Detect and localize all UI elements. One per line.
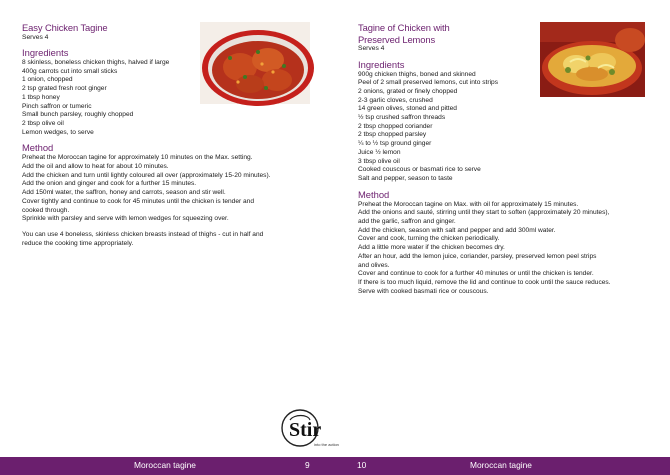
ingredient-line: Cooked couscous or basmati rice to serve <box>358 166 481 174</box>
ingredient-line: 1 onion, chopped <box>22 76 73 84</box>
ingredient-line: 400g carrots cut into small sticks <box>22 67 118 75</box>
method-line: Sprinkle with parsley and serve with lemon wedges for squeezing over. <box>22 215 229 223</box>
note-line: reduce the cooking time appropriately. <box>22 239 134 247</box>
method-line: Add 150ml water, the saffron, honey and carrots, season and stir well. <box>22 189 226 197</box>
ingredient-line: Pinch saffron or tumeric <box>22 102 92 110</box>
logo-wordmark: Stir <box>289 419 322 441</box>
method-line: Add the oil and allow to heat for about 10 minutes. <box>22 163 169 171</box>
ingredient-line: 2 tsp grated fresh root ginger <box>22 85 107 93</box>
ingredient-line: ½ tsp crushed saffron threads <box>358 114 446 122</box>
ingredient-line: 2 tbsp chopped coriander <box>358 122 433 130</box>
method-steps <box>22 154 322 224</box>
method-line: Add the chicken and turn until lightly coloured all over (approximately 15-20 minutes). <box>22 171 271 179</box>
recipe-title-line: Tagine of Chicken with <box>358 22 450 33</box>
method-line: Add a little more water if the chicken becomes dry. <box>358 244 505 252</box>
ingredient-line: ¼ to ½ tsp ground ginger <box>358 140 432 148</box>
footer-title-right: Moroccan tagine <box>470 460 532 470</box>
ingredient-line: Juice ½ lemon <box>358 148 401 156</box>
ingredient-line: 2 onions, grated or finely chopped <box>358 87 458 95</box>
lemon-chicken-tagine-photo <box>540 22 645 97</box>
method-line: Serve with cooked basmati rice or couscous. <box>358 287 489 295</box>
right-page <box>335 0 670 475</box>
recipe-title-line: Preserved Lemons <box>358 33 436 45</box>
ingredient-line: Small bunch parsley, roughly chopped <box>22 111 134 119</box>
ingredient-line: 3 tbsp olive oil <box>358 157 400 165</box>
method-line: Add the chicken, season with salt and pepper and add 300ml water. <box>358 226 556 234</box>
page-number-left: 9 <box>305 460 310 470</box>
method-line: and olives. <box>358 261 390 269</box>
method-line: After an hour, add the lemon juice, coriander, parsley, preserved lemon peel strips <box>358 252 597 260</box>
method-heading: Method <box>358 188 390 200</box>
method-line: Add the onion and ginger and cook for a further 15 minutes. <box>22 180 197 188</box>
ingredient-line: 2 tbsp chopped parsley <box>358 131 427 139</box>
ingredient-line: 14 green olives, stoned and pitted <box>358 105 457 113</box>
ingredients-heading: Ingredients <box>358 58 405 70</box>
ingredient-line: 2-3 garlic cloves, crushed <box>358 96 433 104</box>
method-line: Cover and cook, turning the chicken periodically. <box>358 235 500 243</box>
ingredient-line: 8 skinless, boneless chicken thighs, halved if large <box>22 59 170 66</box>
ingredient-line: 1 tbsp honey <box>22 93 60 101</box>
note-line: You can use 4 boneless, skinless chicken breasts instead of thighs - cut in half and <box>22 230 264 238</box>
ingredient-line: 2 tbsp olive oil <box>22 119 64 127</box>
serves-text: Serves 4 <box>22 33 49 41</box>
ingredient-line: 900g chicken thighs, boned and skinned <box>358 70 476 78</box>
method-steps <box>358 201 658 297</box>
method-line: Cover and continue to cook for a further 40 minutes or until the chicken is tender. <box>358 270 594 278</box>
method-line: Add the onions and sauté, stirring until they start to soften (approximately 20 minutes), <box>358 209 610 217</box>
ingredient-line: Salt and pepper, season to taste <box>358 174 453 182</box>
method-line: If there is too much liquid, remove the lid and continue to cook until the sauce reduces. <box>358 278 611 286</box>
method-line: add the garlic, saffron and ginger. <box>358 218 456 226</box>
method-heading: Method <box>22 142 54 154</box>
recipe-note <box>22 231 322 248</box>
ingredients-heading: Ingredients <box>22 47 69 58</box>
stir-logo <box>278 398 339 456</box>
method-line: Cover tightly and continue to cook for 45 minutes until the chicken is tender and <box>22 197 255 205</box>
recipe-title: Easy Chicken Tagine <box>22 22 108 33</box>
chicken-tagine-photo <box>200 22 310 104</box>
method-line: Preheat the Moroccan tagine for approximately 10 minutes on the Max. setting. <box>22 154 253 162</box>
footer-bar <box>0 457 670 475</box>
page-number-right: 10 <box>357 460 367 470</box>
ingredient-line: Lemon wedges, to serve <box>22 128 94 136</box>
method-line: Preheat the Moroccan tagine on Max. with oil for approximately 15 minutes. <box>358 200 579 208</box>
logo-tagline: into the action <box>314 442 339 447</box>
method-line: cooked through. <box>22 206 70 214</box>
serves-text: Serves 4 <box>358 45 385 52</box>
footer-title-left: Moroccan tagine <box>134 460 196 470</box>
ingredient-line: Peel of 2 small preserved lemons, cut into strips <box>358 79 498 87</box>
